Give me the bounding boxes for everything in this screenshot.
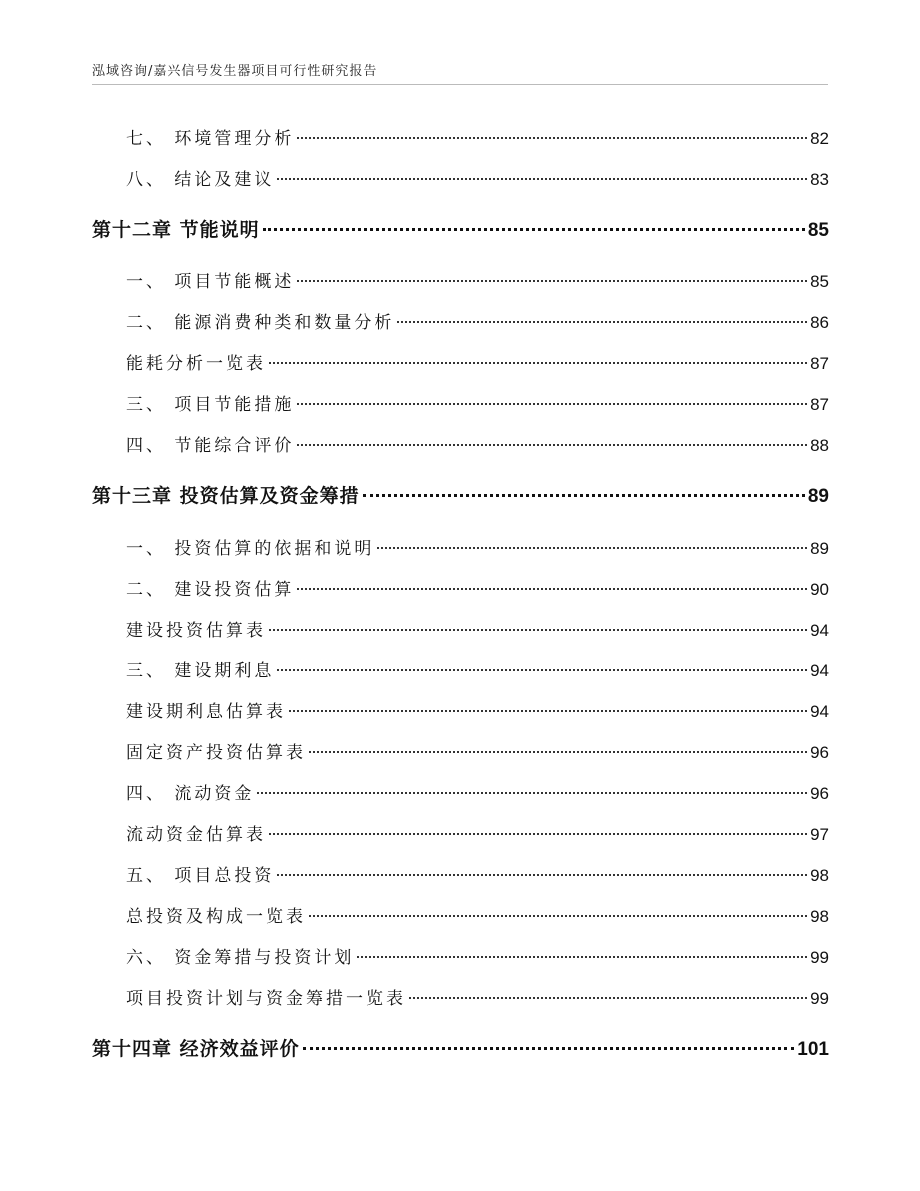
toc-entry[interactable]: [126, 124, 829, 149]
toc-page-number: 89: [807, 486, 829, 507]
toc-dot-leader: [309, 751, 807, 753]
toc-entry-label: 建设期利息估算表: [126, 702, 286, 722]
toc-dot-leader: [377, 547, 807, 549]
toc-page-number: 94: [810, 702, 829, 721]
toc-dot-leader: [269, 833, 807, 835]
toc-entry[interactable]: [126, 308, 829, 333]
toc-dot-leader: [297, 137, 807, 139]
toc-entry-label: 一、 项目节能概述: [126, 272, 295, 292]
toc-entry[interactable]: [126, 656, 829, 681]
toc-dot-leader: [297, 444, 807, 446]
toc-dot-leader: [297, 280, 807, 282]
toc-page-number: 94: [810, 661, 829, 680]
toc-entry[interactable]: [126, 861, 829, 886]
toc-dot-leader: [309, 915, 807, 917]
toc-entry-label: 固定资产投资估算表: [126, 743, 306, 763]
toc-entry[interactable]: [126, 534, 829, 559]
toc-page-number: 96: [810, 743, 829, 762]
toc-page-number: 90: [810, 580, 829, 599]
toc-entry-label: 三、 项目节能措施: [126, 395, 295, 415]
toc-entry-label: 流动资金估算表: [126, 825, 266, 845]
header-divider: [92, 84, 828, 85]
toc-entry-label: 一、 投资估算的依据和说明: [126, 539, 375, 559]
toc-page-number: 82: [810, 129, 829, 148]
toc-page-number: 86: [810, 313, 829, 332]
toc-chapter-label: 第十四章 经济效益评价: [92, 1038, 300, 1060]
toc-page-number: 96: [810, 784, 829, 803]
toc-page-number: 99: [810, 948, 829, 967]
toc-page-number: 89: [810, 539, 829, 558]
toc-page-number: 88: [810, 436, 829, 455]
toc-dot-leader: [397, 321, 807, 323]
toc-dot-leader: [277, 178, 807, 180]
toc-page-number: 85: [810, 272, 829, 291]
toc-entry[interactable]: [126, 349, 829, 374]
toc-page-number: 83: [810, 170, 829, 189]
toc-entry-label: 八、 结论及建议: [126, 170, 275, 190]
toc-dot-leader: [363, 494, 805, 497]
toc-entry-label: 总投资及构成一览表: [126, 907, 306, 927]
toc-page-number: 87: [810, 354, 829, 373]
toc-entry[interactable]: [126, 431, 829, 456]
toc-page-number: 99: [810, 989, 829, 1008]
toc-entry-label: 六、 资金筹措与投资计划: [126, 948, 355, 968]
toc-dot-leader: [297, 588, 807, 590]
toc-entry[interactable]: [126, 697, 829, 722]
toc-entry[interactable]: [126, 616, 829, 641]
toc-entry[interactable]: [126, 820, 829, 845]
toc-entry-label: 三、 建设期利息: [126, 661, 275, 681]
toc-dot-leader: [289, 710, 807, 712]
toc-chapter-entry[interactable]: [92, 1034, 829, 1061]
toc-chapter-entry[interactable]: [92, 215, 829, 242]
toc-page-number: 98: [810, 866, 829, 885]
toc-dot-leader: [277, 669, 807, 671]
toc-entry-label: 二、 能源消费种类和数量分析: [126, 313, 395, 333]
toc-page-number: 98: [810, 907, 829, 926]
toc-entry-label: 四、 节能综合评价: [126, 436, 295, 456]
toc-chapter-entry[interactable]: [92, 481, 829, 508]
toc-entry[interactable]: [126, 267, 829, 292]
toc-entry[interactable]: [126, 575, 829, 600]
toc-dot-leader: [269, 362, 807, 364]
toc-entry[interactable]: [126, 902, 829, 927]
toc-entry[interactable]: [126, 943, 829, 968]
toc-entry-label: 二、 建设投资估算: [126, 580, 295, 600]
toc-entry[interactable]: [126, 738, 829, 763]
toc-entry-label: 能耗分析一览表: [126, 354, 266, 374]
toc-entry-label: 建设投资估算表: [126, 621, 266, 641]
toc-entry[interactable]: [126, 390, 829, 415]
toc-page-number: 101: [797, 1039, 829, 1060]
running-header: 泓域咨询/嘉兴信号发生器项目可行性研究报告: [92, 64, 378, 79]
toc-entry[interactable]: [126, 165, 829, 190]
toc-dot-leader: [409, 997, 807, 999]
toc-dot-leader: [297, 403, 807, 405]
toc-page-number: 97: [810, 825, 829, 844]
toc-dot-leader: [263, 228, 805, 231]
toc-chapter-label: 第十二章 节能说明: [92, 219, 260, 241]
toc-page-number: 94: [810, 621, 829, 640]
toc-entry-label: 项目投资计划与资金筹措一览表: [126, 989, 406, 1009]
toc-entry[interactable]: [126, 779, 829, 804]
toc-chapter-label: 第十三章 投资估算及资金筹措: [92, 485, 360, 507]
toc-dot-leader: [269, 629, 807, 631]
toc-page-number: 85: [807, 220, 829, 241]
toc-entry-label: 七、 环境管理分析: [126, 129, 295, 149]
toc-entry-label: 四、 流动资金: [126, 784, 255, 804]
toc-dot-leader: [357, 956, 807, 958]
toc-dot-leader: [303, 1047, 795, 1050]
toc-entry-label: 五、 项目总投资: [126, 866, 275, 886]
toc-dot-leader: [257, 792, 807, 794]
toc-page-number: 87: [810, 395, 829, 414]
toc-dot-leader: [277, 874, 807, 876]
toc-entry[interactable]: [126, 984, 829, 1009]
